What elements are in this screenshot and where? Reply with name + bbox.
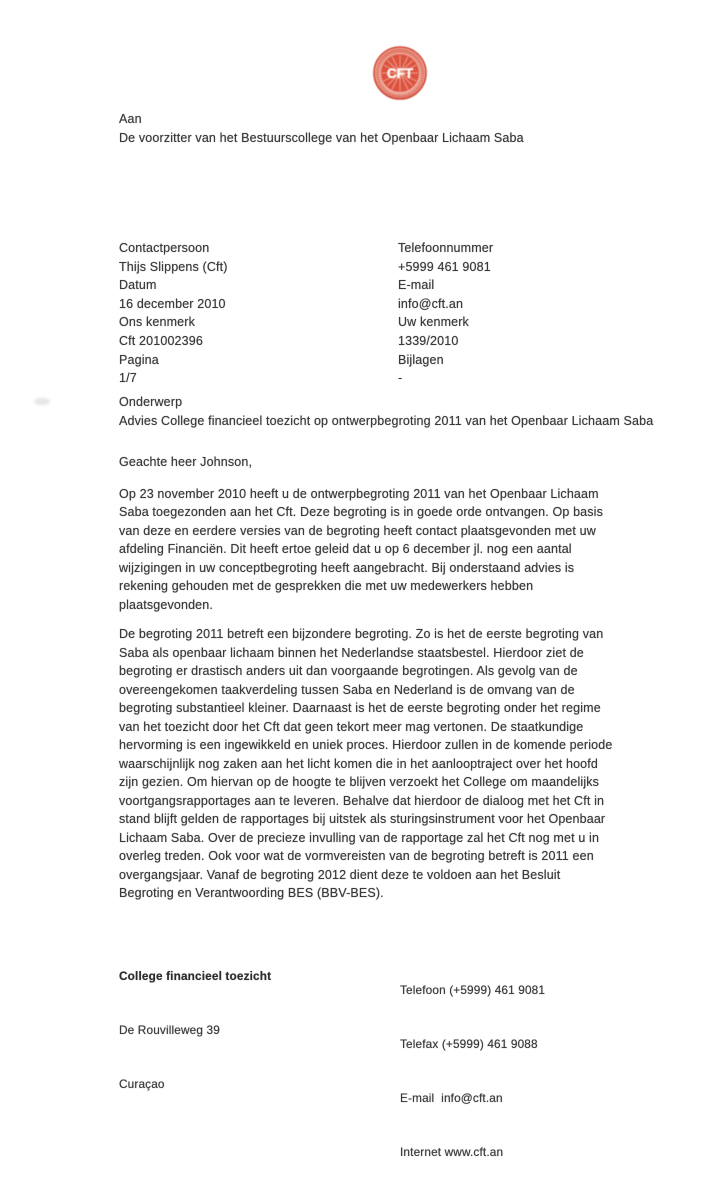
subject-value: Advies College financieel toezicht op ontwerpbegroting 2011 van het Openbaar Lichaam Saba bbox=[119, 413, 654, 428]
letter-line: plaatsgevonden. bbox=[119, 597, 213, 612]
paragraph-2 bbox=[119, 625, 612, 903]
meta-left-column bbox=[119, 239, 228, 388]
letter-line: Saba toegezonden aan het Cft. Deze begroting is in goede orde ontvangen. Op basis bbox=[119, 505, 604, 519]
letter-line: begroting er drastisch anders uit dan voorgaande begrotingen. Als gevolg van de bbox=[119, 664, 578, 678]
letter-line: begroting substantieel kleiner. Daarnaast is het de eerste begroting onder het regime bbox=[119, 701, 601, 715]
letter-line: De begroting 2011 betreft een bijzondere begroting. Zo is het de eerste begroting van bbox=[119, 627, 604, 641]
scan-smudge bbox=[34, 398, 50, 405]
meta-value-ons-kenmerk: Cft 201002396 bbox=[119, 333, 203, 348]
letter-line: overgangsjaar. Vanaf de begroting 2012 dient deze te voldoen aan het Besluit bbox=[119, 867, 561, 882]
footer-org-name: College financieel toezicht bbox=[119, 969, 272, 983]
footer-address-street: De Rouvilleweg 39 bbox=[119, 1023, 220, 1037]
letter-line: Lichaam Saba. Over de precieze invulling van de rapportage zal het Cft nog met u in bbox=[119, 830, 600, 845]
letter-body bbox=[119, 453, 612, 914]
letter-line: hervorming is een ingewikkeld en uniek proces. Hierdoor zullen in de komende periode bbox=[119, 738, 613, 752]
letter-line: afdeling Financiën. Dit heeft ertoe geleid dat u op 6 december jl. nog een aantal bbox=[119, 542, 572, 556]
recipient-block bbox=[119, 110, 524, 147]
footer-telefoon: Telefoon (+5999) 461 9081 bbox=[400, 983, 546, 997]
meta-label-contactpersoon: Contactpersoon bbox=[119, 241, 210, 255]
paragraph-1 bbox=[119, 485, 612, 615]
meta-value-telefoonnummer: +5999 461 9081 bbox=[398, 259, 491, 274]
letter-line: zijn gezien. Om hiervan op de hoogte te blijven verzoekt het College om maandelijks bbox=[119, 775, 600, 789]
subject-label: Onderwerp bbox=[119, 395, 183, 409]
footer-internet: Internet www.cft.an bbox=[400, 1145, 504, 1159]
letter-line: wijzigingen in uw conceptbegroting heeft aangebracht. Bij onderstaand advies is bbox=[119, 560, 575, 575]
meta-label-datum: Datum bbox=[119, 278, 157, 293]
letter-line: overeengekomen taakverdeling tussen Saba en Nederland is de omvang van de bbox=[119, 682, 575, 697]
footer-telefax: Telefax (+5999) 461 9088 bbox=[400, 1037, 538, 1051]
meta-label-uw-kenmerk: Uw kenmerk bbox=[398, 315, 469, 330]
meta-label-email: E-mail bbox=[398, 278, 435, 293]
meta-label-telefoonnummer: Telefoonnummer bbox=[398, 241, 494, 255]
recipient-line: De voorzitter van het Bestuurscollege van het Openbaar Lichaam Saba bbox=[119, 130, 524, 145]
meta-label-bijlagen: Bijlagen bbox=[398, 352, 444, 367]
footer-address-city: Curaçao bbox=[119, 1077, 165, 1091]
salutation: Geachte heer Johnson, bbox=[119, 455, 253, 469]
footer-email: E-mail info@cft.an bbox=[400, 1091, 503, 1105]
letter-line: van deze en eerdere versies van de begroting heeft contact plaatsgevonden met uw bbox=[119, 523, 596, 538]
meta-right-column bbox=[398, 239, 493, 388]
letter-line: van het toezicht door het Cft dat geen tekort meer mag vertonen. De staatkundige bbox=[119, 719, 584, 734]
cft-seal-icon bbox=[372, 45, 428, 101]
meta-value-uw-kenmerk: 1339/2010 bbox=[398, 333, 459, 348]
letter-line: voortgangsrapportages aan te leveren. Behalve dat hierdoor de dialoog met het Cft in bbox=[119, 793, 605, 808]
meta-value-email: info@cft.an bbox=[398, 296, 464, 311]
meta-value-pagina: 1/7 bbox=[119, 371, 137, 386]
letter-line: Op 23 november 2010 heeft u de ontwerpbegroting 2011 van het Openbaar Lichaam bbox=[119, 486, 599, 501]
subject-block bbox=[119, 393, 653, 431]
footer-contact-block bbox=[400, 945, 545, 1197]
letter-line: Begroting en Verantwoording BES (BBV-BES). bbox=[119, 886, 384, 900]
meta-value-bijlagen: - bbox=[398, 371, 403, 386]
recipient-label: Aan bbox=[119, 112, 142, 126]
letter-line: Saba als openbaar lichaam binnen het Nederlandse staatsbestel. Hierdoor ziet de bbox=[119, 645, 584, 660]
footer-address-block bbox=[119, 931, 271, 1129]
letter-line: stand blijft gelden de rapportages bij uitstek als sturingsinstrument voor het Openbaar bbox=[119, 812, 606, 826]
letter-line: overleg treden. Ook voor wat de vormvereisten van de begroting betreft is 2011 een bbox=[119, 849, 594, 863]
meta-value-contactpersoon: Thijs Slippens (Cft) bbox=[119, 259, 228, 274]
letter-line: waarschijnlijk nog zaken aan het licht komen die in het aanlooptraject over het hoofd bbox=[119, 756, 599, 771]
cft-seal-logo bbox=[372, 45, 428, 101]
letter-line: rekening gehouden met de gesprekken die met uw medewerkers hebben bbox=[119, 579, 534, 593]
meta-label-ons-kenmerk: Ons kenmerk bbox=[119, 315, 195, 330]
svg-text:CFT: CFT bbox=[386, 66, 414, 81]
meta-label-pagina: Pagina bbox=[119, 352, 159, 367]
meta-value-datum: 16 december 2010 bbox=[119, 296, 226, 311]
